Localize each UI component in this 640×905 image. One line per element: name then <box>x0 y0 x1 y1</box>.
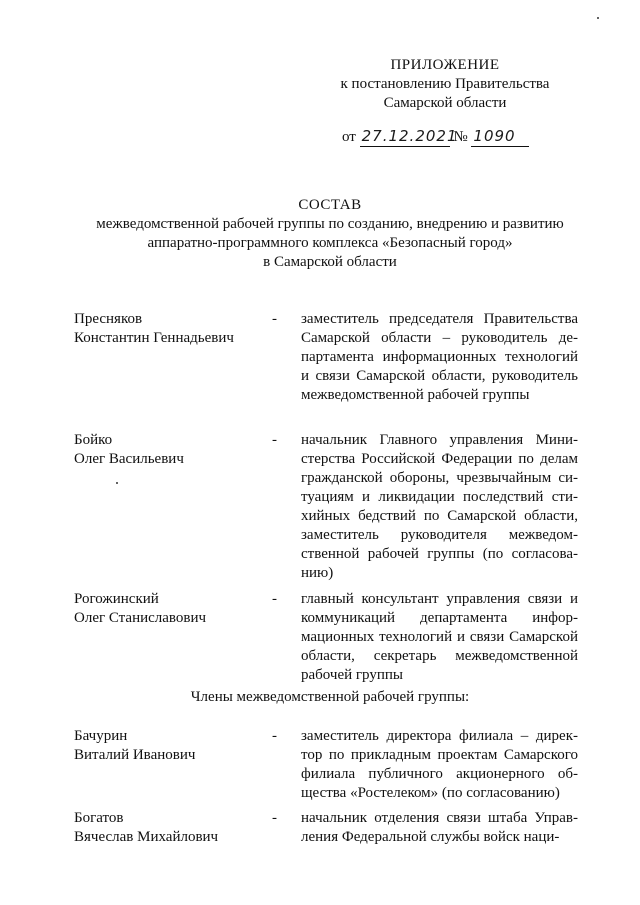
decree-number-handwritten: 1090 <box>471 127 529 147</box>
member-dash: - <box>272 728 277 744</box>
member-name <box>74 727 264 765</box>
appendix-line-1: к постановлению Правительства <box>340 76 550 92</box>
member-dash: - <box>272 432 277 448</box>
heading-line-3: в Самарской области <box>263 254 397 270</box>
member-role: заместитель председателя Правительства Самарской области – руководитель департамента информационных технологий и связи Самарской области, руководитель межведомственной рабочей группы <box>301 311 578 403</box>
member-role: начальник отделения связи штаба Управления Федеральной службы войск наци- <box>301 810 578 845</box>
appendix-title: ПРИЛОЖЕНИЕ <box>390 57 500 73</box>
member-name <box>74 809 264 847</box>
appendix-block <box>330 56 560 113</box>
member-surname: Богатов <box>74 810 124 826</box>
member-given-names: Виталий Иванович <box>74 747 196 763</box>
member-name <box>74 590 264 628</box>
scan-speck <box>597 17 599 19</box>
from-label: от <box>342 129 356 145</box>
number-label: № <box>453 129 468 145</box>
member-given-names: Олег Васильевич <box>74 451 184 467</box>
member-surname: Рогожинский <box>74 591 159 607</box>
member-name <box>74 310 264 348</box>
heading-line-2: аппаратно-программного комплекса «Безопасный город» <box>147 235 513 251</box>
member-given-names: Вячеслав Михайлович <box>74 829 219 845</box>
decree-date-handwritten: 27.12.2021 <box>361 127 458 145</box>
document-heading <box>60 196 600 272</box>
member-role: заместитель директора филиала – директор по прикладным проектам Самарского филиала публичного акционерного общества «Ростелеком» (по согласованию) <box>301 728 578 801</box>
appendix-line-2: Самарской области <box>383 95 507 111</box>
document-title: СОСТАВ <box>298 197 362 213</box>
members-heading: Члены межведомственной рабочей группы: <box>190 689 470 705</box>
member-surname: Пресняков <box>74 311 143 327</box>
member-surname: Бойко <box>74 432 113 448</box>
member-dash: - <box>272 810 277 826</box>
decree-date-line <box>342 127 529 147</box>
heading-line-1: межведомственной рабочей группы по созданию, внедрению и развитию <box>96 216 564 232</box>
member-given-names: Константин Геннадьевич <box>74 330 234 346</box>
member-dash: - <box>272 311 277 327</box>
member-role: главный консультант управления связи и коммуникаций департамента информационных технологий и связи Самарской области, секретарь межведомственной рабочей группы <box>301 591 578 683</box>
member-dash: - <box>272 591 277 607</box>
member-surname: Бачурин <box>74 728 128 744</box>
scan-speck <box>116 482 118 484</box>
member-role: начальник Главного управления Министерства Российской Федерации по делам гражданской обороны, чрезвычайным ситуациям и ликвидации последствий стихийных бедствий по Самарской области, заместитель руководителя межведомственной рабочей группы (по согласованию) <box>301 432 578 581</box>
member-given-names: Олег Станиславович <box>74 610 207 626</box>
member-name <box>74 431 264 469</box>
